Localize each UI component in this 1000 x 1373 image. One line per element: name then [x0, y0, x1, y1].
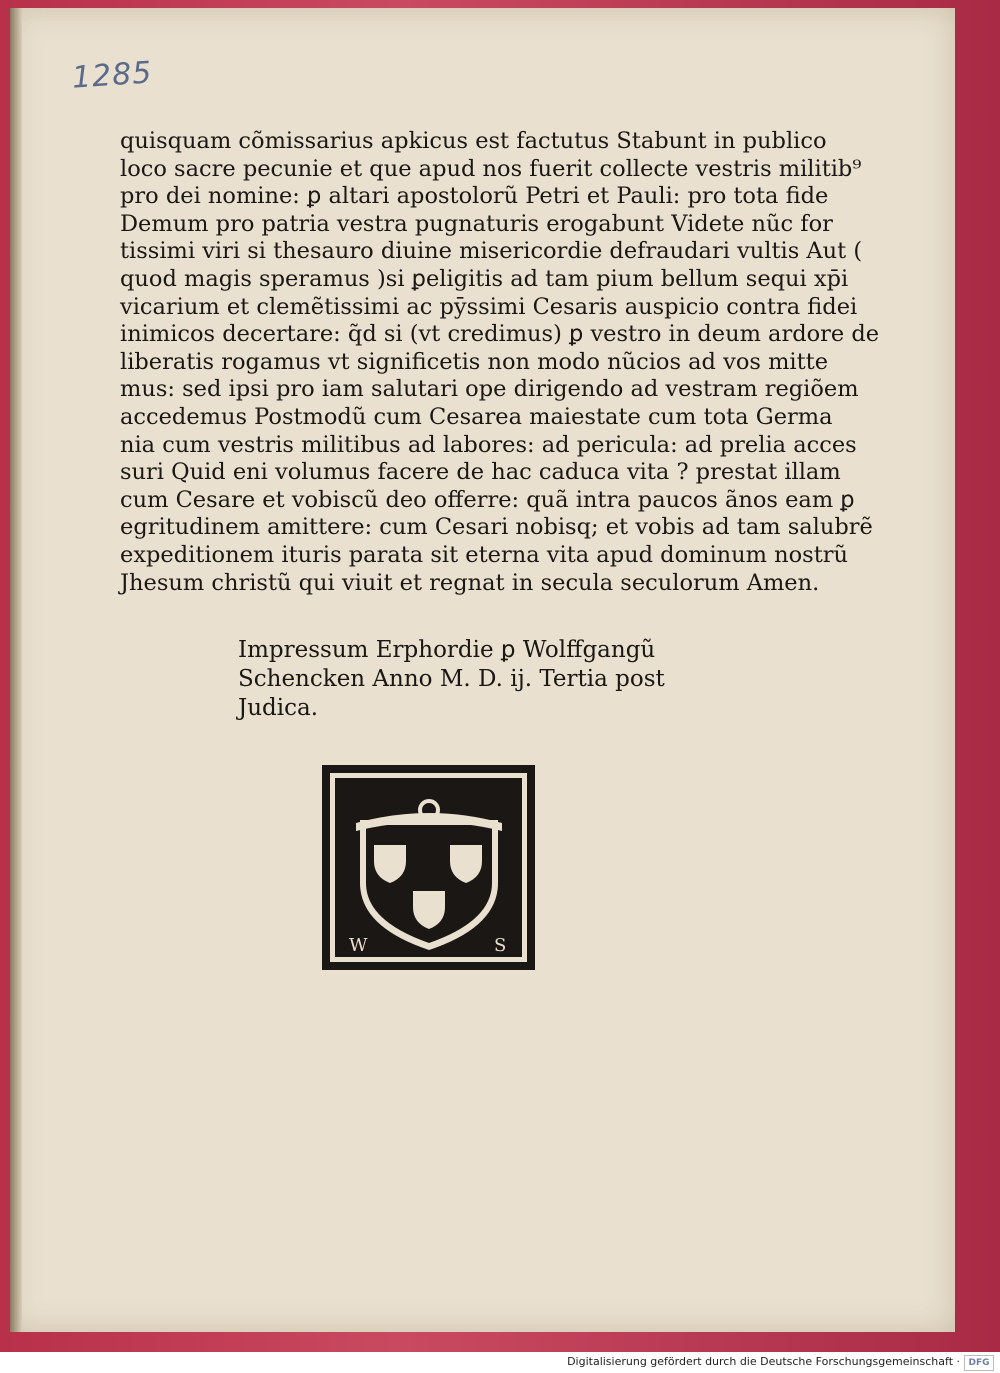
dfg-logo: DFG: [964, 1355, 994, 1371]
body-line: Jhesum christũ qui viuit et regnat in secula seculorum Amen.: [120, 569, 820, 596]
body-line: accedemus Postmodũ cum Cesarea maiestate cum tota Germa: [120, 403, 833, 430]
body-line: tissimi viri si thesauro diuine misericordie defraudari vultis Aut (: [120, 238, 863, 265]
footer-credit: Digitalisierung gefördert durch die Deutsche Forschungsgemeinschaft ·: [567, 1355, 960, 1368]
printer-mark: [322, 765, 535, 970]
mark-letter-left: W: [349, 935, 368, 956]
body-line: cum Cesare et vobiscũ deo offerre: quã intra paucos ãnos eam ꝑ: [120, 486, 855, 513]
body-line: vicarium et clemẽtissimi ac pȳssimi Cesaris auspicio contra fidei: [120, 293, 858, 320]
body-line: quisquam cõmissarius apkicus est factutus Stabunt in publico: [120, 128, 827, 154]
body-line: liberatis rogamus vt significetis non modo nũcios ad vos mitte: [120, 348, 829, 375]
colophon-line: Impressum Erphordie ꝑ Wolffgangũ: [238, 637, 656, 663]
body-line: pro dei nomine: ꝑ altari apostolorũ Petri et Pauli: pro tota fide: [120, 183, 829, 210]
page-gutter: [10, 8, 22, 1332]
body-line: expeditionem ituris parata sit eterna vita apud dominum nostrũ: [120, 541, 848, 568]
body-line: suri Quid eni volumus facere de hac caduca vita ? prestat illam: [120, 459, 841, 486]
body-text-block: [120, 128, 880, 597]
body-line: nia cum vestris militibus ad labores: ad pericula: ad prelia acces: [120, 431, 857, 458]
colophon-line: Schencken Anno M. D. ij. Tertia post: [238, 666, 665, 692]
inventory-number: 1285: [70, 55, 154, 96]
footer-bar: [0, 1352, 1000, 1373]
mark-letter-right: S: [494, 935, 507, 956]
body-line: Demum pro patria vestra pugnaturis erogabunt Videte nũc for: [120, 210, 833, 237]
body-line: mus: sed ipsi pro iam salutari ope dirigendo ad vestram regiõem: [120, 376, 859, 403]
body-line: egritudinem amittere: cum Cesari nobisq; et vobis ad tam salubrẽ: [120, 514, 873, 541]
body-line: inimicos decertare: q̃d si (vt credimus) ꝑ vestro in deum ardore de: [120, 321, 880, 348]
colophon-line: Judica.: [238, 695, 319, 721]
body-line: quod magis speramus )si ꝑeligitis ad tam pium bellum sequi xp̄i: [120, 265, 849, 292]
colophon: [238, 636, 698, 723]
body-line: loco sacre pecunie et que apud nos fuerit collecte vestris militib⁹: [120, 155, 862, 182]
